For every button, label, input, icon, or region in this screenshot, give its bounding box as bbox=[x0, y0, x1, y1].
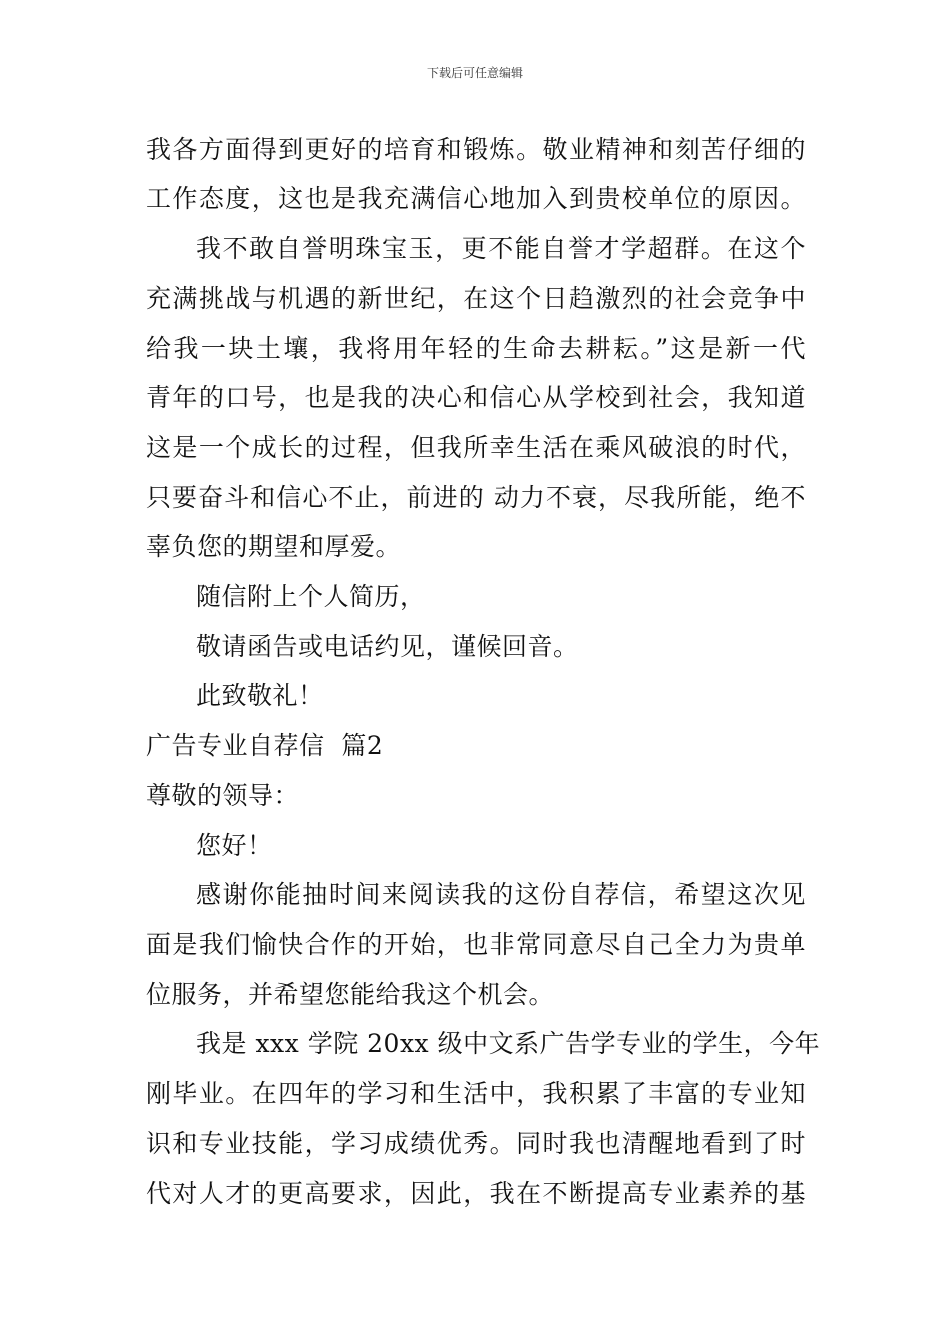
salutation: 尊敬的领导： bbox=[146, 781, 300, 810]
text-line: 辜负您的期望和厚爱。 bbox=[146, 532, 402, 561]
text-line: 此致敬礼！ bbox=[196, 681, 324, 710]
page-header: 下载后可任意编辑 bbox=[426, 66, 523, 80]
section-heading: 广告专业自荐信 篇2 bbox=[146, 731, 384, 760]
text-line: 这是一个成长的过程，但我所幸生活在乘风破浪的时代， bbox=[146, 433, 806, 462]
text-line: 充满挑战与机遇的新世纪，在这个日趋激烈的社会竞争中 bbox=[146, 284, 806, 313]
text-line: 代对人才的更高要求，因此，我在不断提高专业素养的基 bbox=[146, 1179, 806, 1208]
text-line: 识和专业技能，学习成绩优秀。同时我也清醒地看到了时 bbox=[146, 1129, 806, 1158]
text-line: 我是 xxx 学院 20xx 级中文系广告学专业的学生，今年 bbox=[196, 1029, 821, 1058]
text-line: 工作态度，这也是我充满信心地加入到贵校单位的原因。 bbox=[146, 184, 806, 213]
text-line: 刚毕业。在四年的学习和生活中，我积累了丰富的专业知 bbox=[146, 1079, 806, 1108]
text-line: 位服务，并希望您能给我这个机会。 bbox=[146, 980, 555, 1009]
text-line: 只要奋斗和信心不止，前进的 动力不衰，尽我所能，绝不 bbox=[146, 483, 806, 512]
text-line: 面是我们愉快合作的开始，也非常同意尽自己全力为贵单 bbox=[146, 930, 806, 959]
greeting: 您好！ bbox=[196, 831, 273, 860]
text-line: 我不敢自誉明珠宝玉，更不能自誉才学超群。在这个 bbox=[196, 234, 806, 263]
text-line: 敬请函告或电话约见，谨候回音。 bbox=[196, 632, 579, 661]
text-line: 随信附上个人简历， bbox=[196, 582, 426, 611]
text-line: 青年的口号，也是我的决心和信心从学校到社会，我知道 bbox=[146, 383, 806, 412]
text-line: 我各方面得到更好的培育和锻炼。敬业精神和刻苦仔细的 bbox=[146, 135, 806, 164]
text-line: 给我一块土壤，我将用年轻的生命去耕耘。”这是新一代 bbox=[146, 334, 806, 363]
text-line: 感谢你能抽时间来阅读我的这份自荐信，希望这次见 bbox=[196, 880, 806, 909]
